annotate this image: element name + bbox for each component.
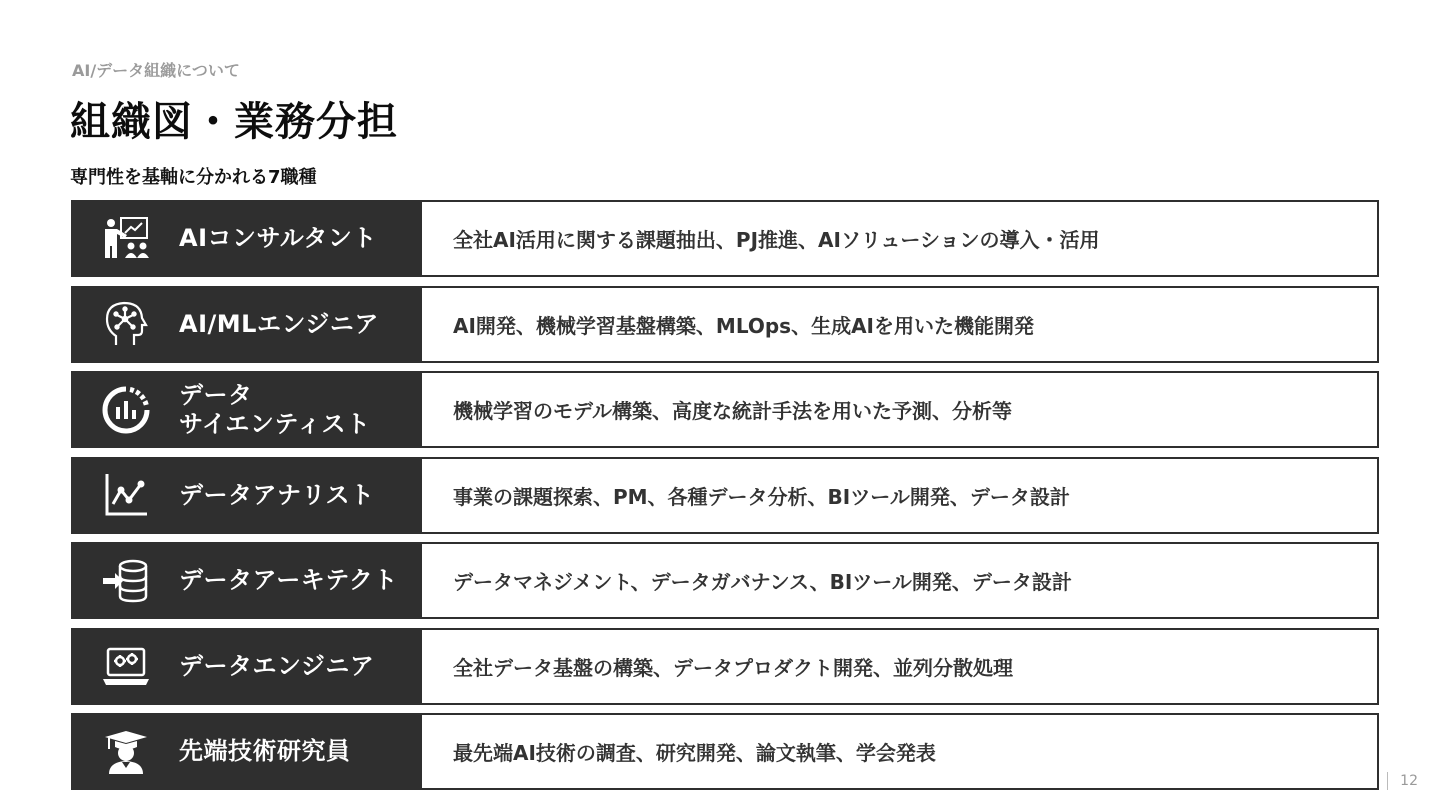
role-label: [73, 544, 422, 617]
role-description: 全社AI活用に関する課題抽出、PJ推進、AIソリューションの導入・活用: [422, 202, 1377, 275]
role-description: 最先端AI技術の調査、研究開発、論文執筆、学会発表: [422, 715, 1377, 788]
page-subtitle: 専門性を基軸に分かれる7職種: [70, 167, 317, 188]
role-label: [73, 373, 422, 446]
role-description: AI開発、機械学習基盤構築、MLOps、生成AIを用いた機能開発: [422, 288, 1377, 361]
role-name: データアナリスト: [179, 480, 375, 509]
graduate-icon: [73, 715, 179, 788]
role-name: データ サイエンティスト: [179, 380, 371, 438]
role-row-advanced-researcher: [71, 713, 1379, 790]
role-description: 全社データ基盤の構築、データプロダクト開発、並列分散処理: [422, 630, 1377, 703]
role-name: データエンジニア: [179, 651, 375, 680]
role-name: AI/MLエンジニア: [179, 309, 379, 338]
role-row-data-scientist: [71, 371, 1379, 448]
presenter-icon: [73, 202, 179, 275]
role-label: [73, 202, 422, 275]
role-row-ai-consultant: [71, 200, 1379, 277]
role-row-data-analyst: [71, 457, 1379, 534]
ai-brain-icon: [73, 288, 179, 361]
role-label: [73, 288, 422, 361]
breadcrumb: AI/データ組織について: [72, 61, 240, 80]
laptop-gears-icon: [73, 630, 179, 703]
database-import-icon: [73, 544, 179, 617]
role-description: 機械学習のモデル構築、高度な統計手法を用いた予測、分析等: [422, 373, 1377, 446]
role-description: データマネジメント、データガバナンス、BIツール開発、データ設計: [422, 544, 1377, 617]
role-name: データアーキテクト: [179, 566, 398, 595]
page-title: 組織図・業務分担: [70, 99, 398, 145]
line-chart-icon: [73, 459, 179, 532]
role-name: AIコンサルタント: [179, 224, 377, 253]
analytics-chart-icon: [73, 373, 179, 446]
role-row-ai-ml-engineer: [71, 286, 1379, 363]
role-row-data-architect: [71, 542, 1379, 619]
role-label: [73, 459, 422, 532]
role-label: [73, 630, 422, 703]
role-list: [71, 200, 1379, 799]
page-number: 12: [1387, 772, 1418, 790]
role-description: 事業の課題探索、PM、各種データ分析、BIツール開発、データ設計: [422, 459, 1377, 532]
role-row-data-engineer: [71, 628, 1379, 705]
role-label: [73, 715, 422, 788]
role-name: 先端技術研究員: [179, 737, 351, 766]
